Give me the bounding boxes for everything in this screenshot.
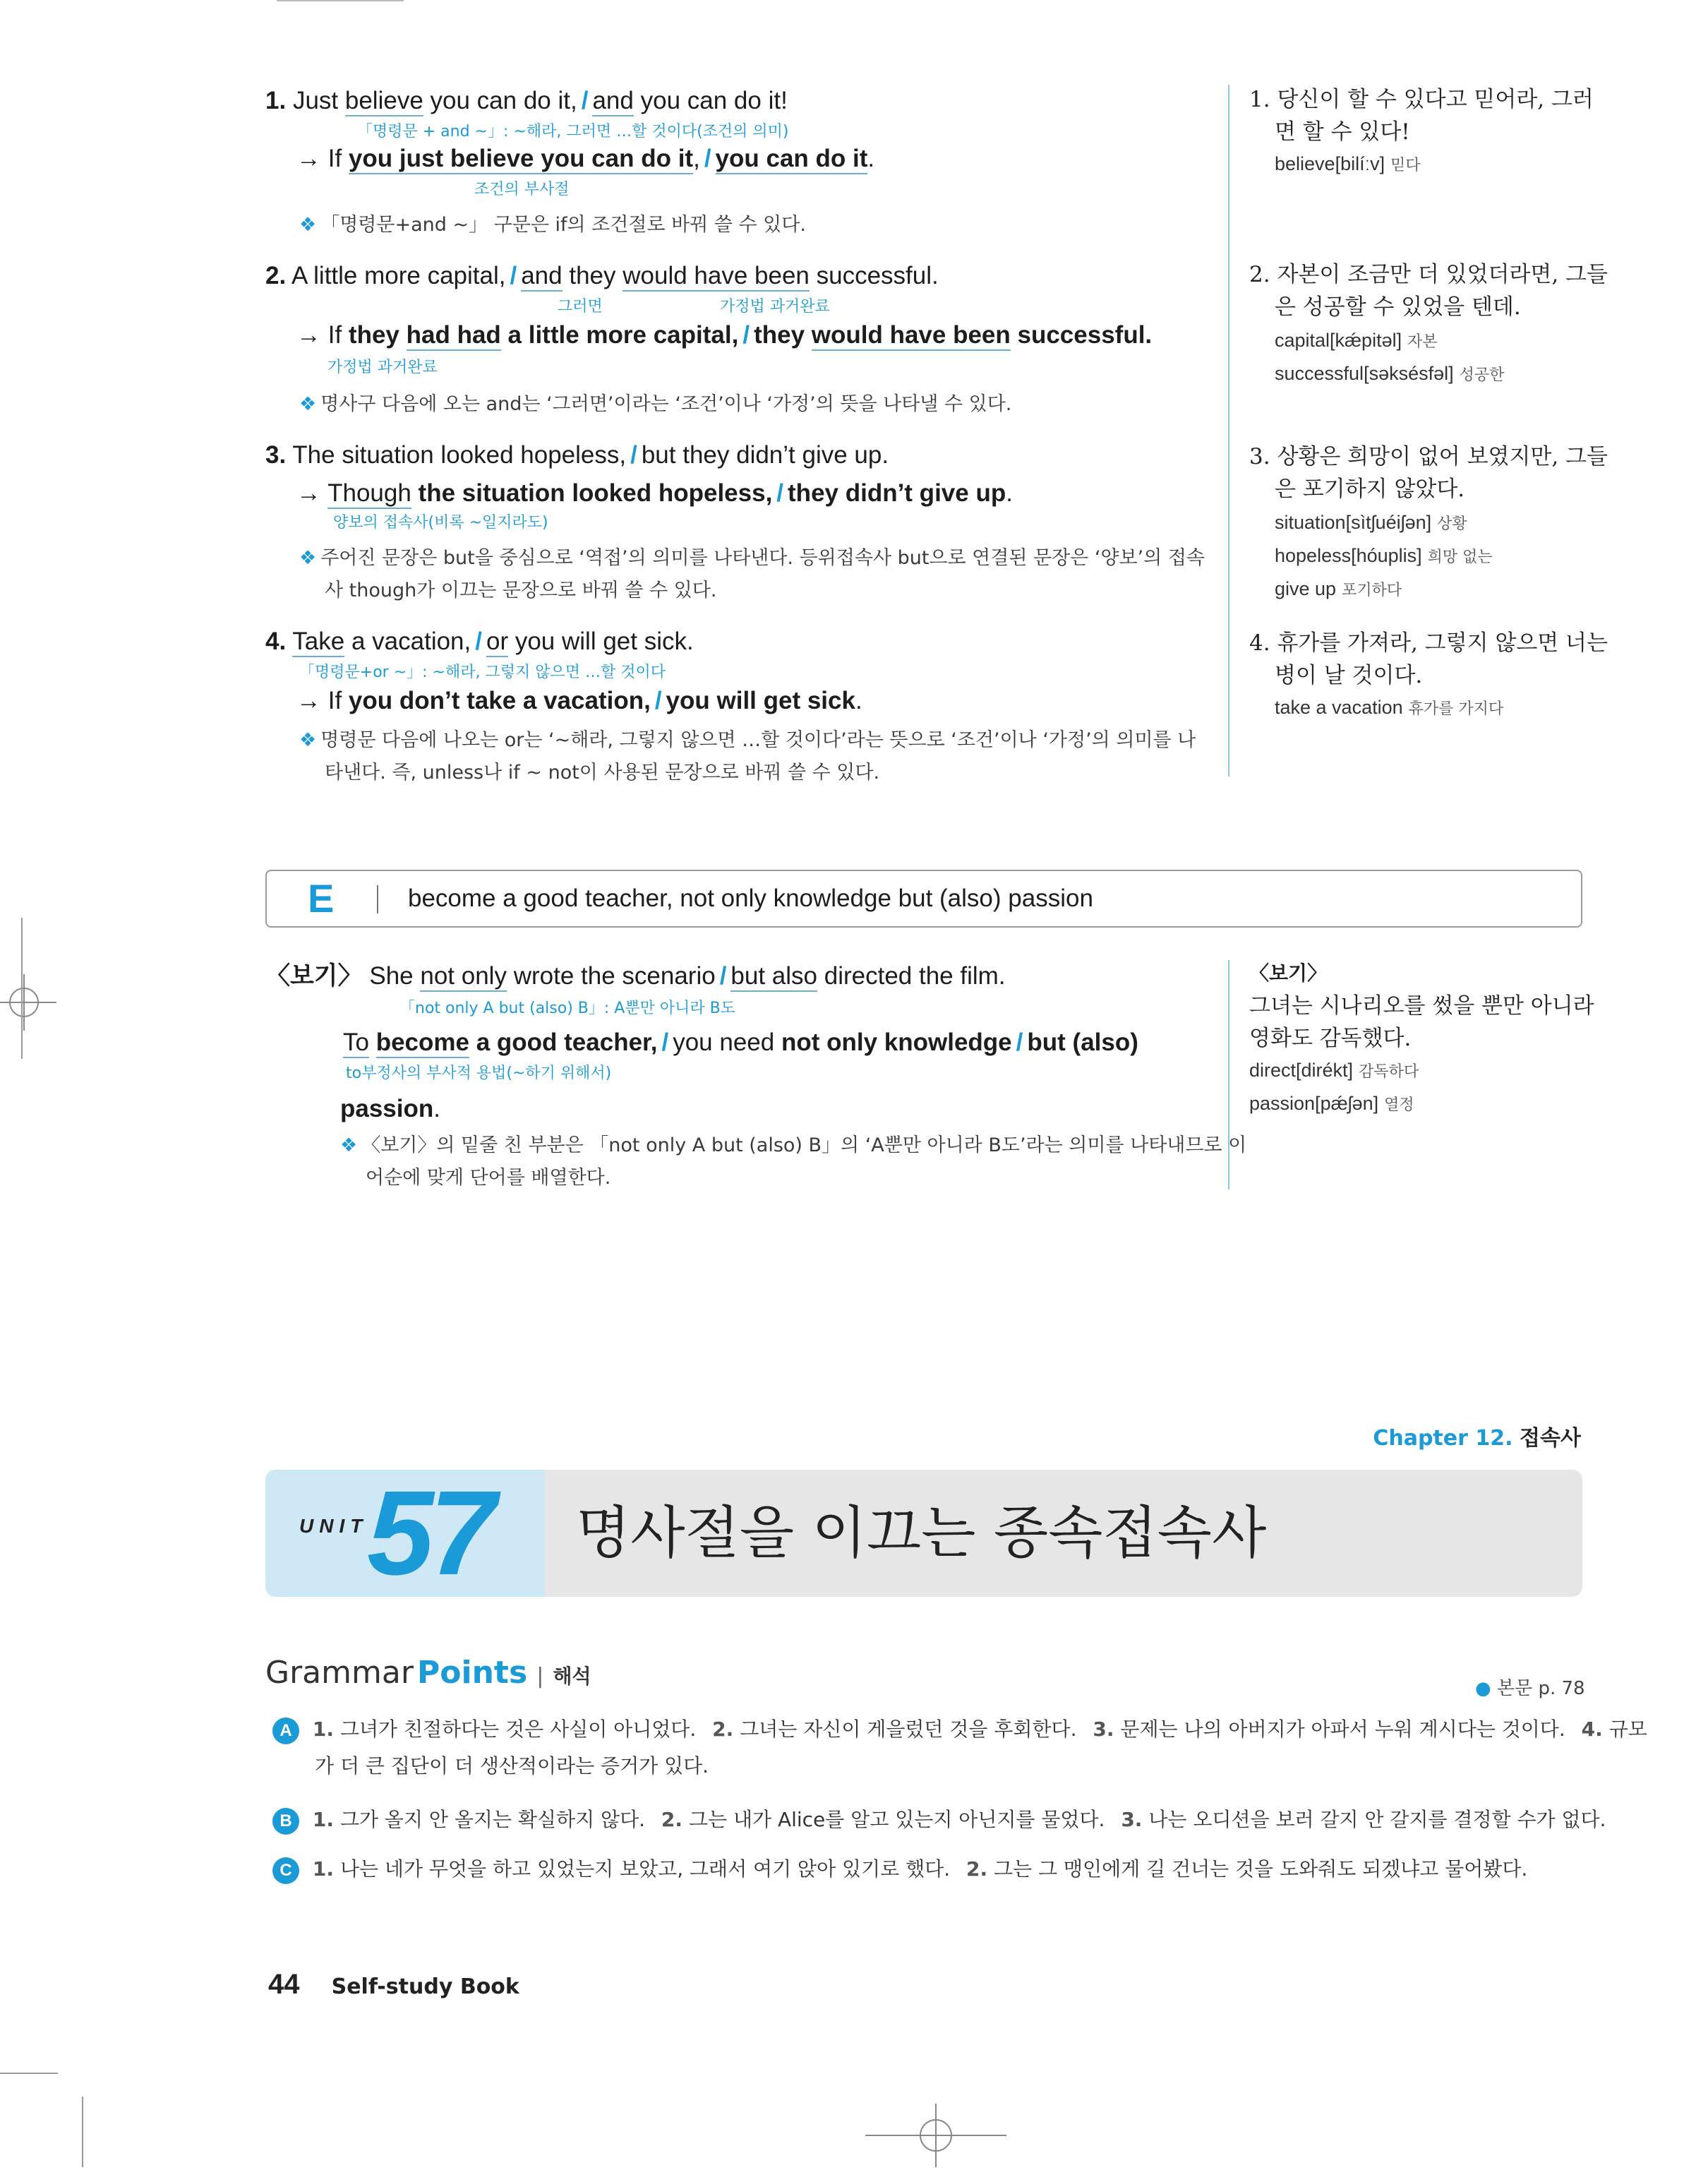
footer [268, 1967, 519, 2008]
item3-vocab: situation[sìtʃuéiʃən] 상황 hopeless[hóuplis] 희망 없는 give up 포기하다 [1275, 512, 1493, 599]
diamond-icon: ❖ [299, 729, 317, 751]
item4-annotation: 「명령문+or ~」: ~해라, 그렇지 않으면 …할 것이다 [299, 664, 666, 681]
crop-mark-bottom-vertical [82, 2097, 83, 2167]
item1-rewrite: → If you just believe you can do it, / you can do it. [296, 144, 874, 174]
item1-note: ❖ 「명령문+and ~」 구문은 if의 조건절로 바꿔 쓸 수 있다. [299, 214, 806, 236]
section-e-box [265, 870, 1582, 928]
grammar-row-a: A 1. 그녀가 친절하다는 것은 사실이 아니었다. 2. 그녀는 자신이 게을렀던 것을 후회한다. 3. 문제는 나의 아버지가 아파서 누워 계시다는 것이다. 4. 규모 가 더 큰 집단이 더 생산적이라는 증거가 있다. [272, 1711, 1582, 1785]
diamond-icon: ❖ [299, 547, 317, 569]
unit-title: 명사절을 이끄는 종속접속사 [576, 1500, 1267, 1566]
column-divider-top [1228, 85, 1229, 777]
item2-korean: 2. 자본이 조금만 더 있었더라면, 그들 은 성공할 수 있었을 텐데. [1249, 262, 1608, 320]
unit-word: UNIT [299, 1515, 368, 1537]
grammar-points-heading: Grammar Points | 해석 [265, 1655, 591, 1691]
section-e-answer-end: passion. [340, 1095, 440, 1122]
item2-note: ❖ 명사구 다음에 오는 and는 ‘그러면’이라는 ‘조건’이나 ‘가정’의 뜻을 나타낼 수 있다. [299, 393, 1012, 415]
item3-note: ❖ 주어진 문장은 but을 중심으로 ‘역접’의 의미를 나타낸다. 등위접속사 but으로 연결된 문장은 ‘양보’의 접속 사 though가 이끄는 문장으로 바꿔 쓸 수 있다. [299, 547, 1205, 601]
item3-sentence: 3. The situation looked hopeless, / but they didn’t give up. [265, 441, 889, 469]
item2-annotation-tense: 가정법 과거완료 [720, 298, 830, 316]
item2-annotation-2: 가정법 과거완료 [327, 359, 438, 376]
item4-korean: 4. 휴가를 가져라, 그렇지 않으면 너는 병이 날 것이다. [1249, 630, 1608, 688]
item3-annotation: 양보의 접속사(비록 ~일지라도) [333, 514, 548, 532]
item1-vocab: believe[bilíːv] 믿다 [1275, 153, 1421, 174]
page-number: 44 [268, 1969, 300, 2000]
item2-rewrite: → If they had had a little more capital, / they would have been successful. [296, 320, 1152, 350]
crop-mark-bottom-left [0, 2073, 58, 2074]
badge-a: A [272, 1718, 299, 1744]
bogi-annotation: 「not only A but (also) B」: A뿐만 아니라 B도 [399, 1000, 735, 1017]
item4-note: ❖ 명령문 다음에 나오는 or는 ‘~해라, 그렇지 않으면 …할 것이다’라는 뜻으로 ‘조건’이나 ‘가정’의 의미를 나 타낸다. 즉, unless나 if ~ not이 사용된 문장으로 바꿔 쓸 수 있다. [299, 729, 1196, 784]
section-e-korean: 〈보기〉 그녀는 시나리오를 썼을 뿐만 아니라 영화도 감독했다. [1249, 961, 1594, 1051]
item4-vocab: take a vacation 휴가를 가지다 [1275, 697, 1504, 718]
crop-mark-top [277, 0, 404, 1]
item1-korean: 1. 당신이 할 수 있다고 믿어라, 그러 면 할 수 있다! [1249, 87, 1594, 145]
section-e-note: ❖ 〈보기〉의 밑줄 친 부분은 「not only A but (also) B」의 ‘A뿐만 아니라 B도’라는 의미를 나타내므로 이 어순에 맞게 단어를 배열한다. [340, 1134, 1247, 1189]
section-e-prompt: become a good teacher, not only knowledge but (also) passion [408, 885, 1093, 912]
grammar-row-c: C 1. 나는 네가 무엇을 하고 있었는지 보았고, 그래서 여기 앉아 있기로 했다. 2. 그는 그 맹인에게 길 건너는 것을 도와줘도 되겠냐고 물어봤다. [272, 1851, 1527, 1888]
item2-annotation-then: 그러면 [558, 298, 603, 316]
diamond-icon: ❖ [340, 1134, 358, 1156]
section-e-divider [377, 885, 378, 913]
registration-mark-bottom [865, 2104, 1006, 2167]
bullet-icon: ● [1475, 1678, 1491, 1699]
page-reference: ● 본문 p. 78 [1475, 1678, 1585, 1699]
diamond-icon: ❖ [299, 214, 317, 236]
item4-rewrite: → If you don’t take a vacation, / you will get sick. [296, 687, 862, 714]
section-e-letter: E [308, 876, 335, 921]
unit-banner [265, 1470, 1582, 1597]
item1-annotation: 「명령문 + and ~」: ~해라, 그러면 …할 것이다(조건의 의미) [357, 123, 789, 140]
section-e-vocab: direct[dirékt] 감독하다 passion[pǽʃən] 열정 [1249, 1060, 1419, 1114]
item1-annotation-2: 조건의 부사절 [474, 181, 570, 198]
item1-sentence: 1. Just believe you can do it, / and you can do it! [265, 86, 788, 116]
grammar-row-b: B 1. 그가 올지 안 올지는 확실하지 않다. 2. 그는 내가 Alice를 알고 있는지 아닌지를 물었다. 3. 나는 오디션을 보러 갈지 안 갈지를 결정할 수가 없다. [272, 1802, 1606, 1838]
diamond-icon: ❖ [299, 393, 317, 415]
item3-rewrite: → Though the situation looked hopeless, / they didn’t give up. [296, 479, 1013, 508]
unit-number: 57 [367, 1470, 493, 1597]
item3-korean: 3. 상황은 희망이 없어 보였지만, 그들 은 포기하지 않았다. [1249, 444, 1608, 502]
crop-mark-left-vertical [21, 918, 23, 1059]
book-name: Self-study Book [331, 1974, 519, 1999]
unit-number-block [265, 1470, 545, 1597]
badge-b: B [272, 1808, 299, 1835]
bogi-example: 〈보기〉 She not only wrote the scenario / but also directed the film. [265, 961, 1006, 991]
item2-sentence: 2. A little more capital, / and they would have been successful. [265, 261, 939, 291]
chapter-label: Chapter 12. 접속사 [1373, 1426, 1581, 1451]
section-e-answer: To become a good teacher, / you need not only knowledge / but (also) [343, 1028, 1138, 1057]
registration-mark-left [0, 974, 56, 1031]
item2-vocab: capital[kǽpitəl] 자본 successful[səksésfəl] 성공한 [1275, 330, 1505, 384]
section-e-annotation: to부정사의 부사적 용법(~하기 위해서) [346, 1065, 612, 1082]
item4-sentence: 4. Take a vacation, / or you will get sick. [265, 627, 694, 657]
badge-c: C [272, 1857, 299, 1884]
